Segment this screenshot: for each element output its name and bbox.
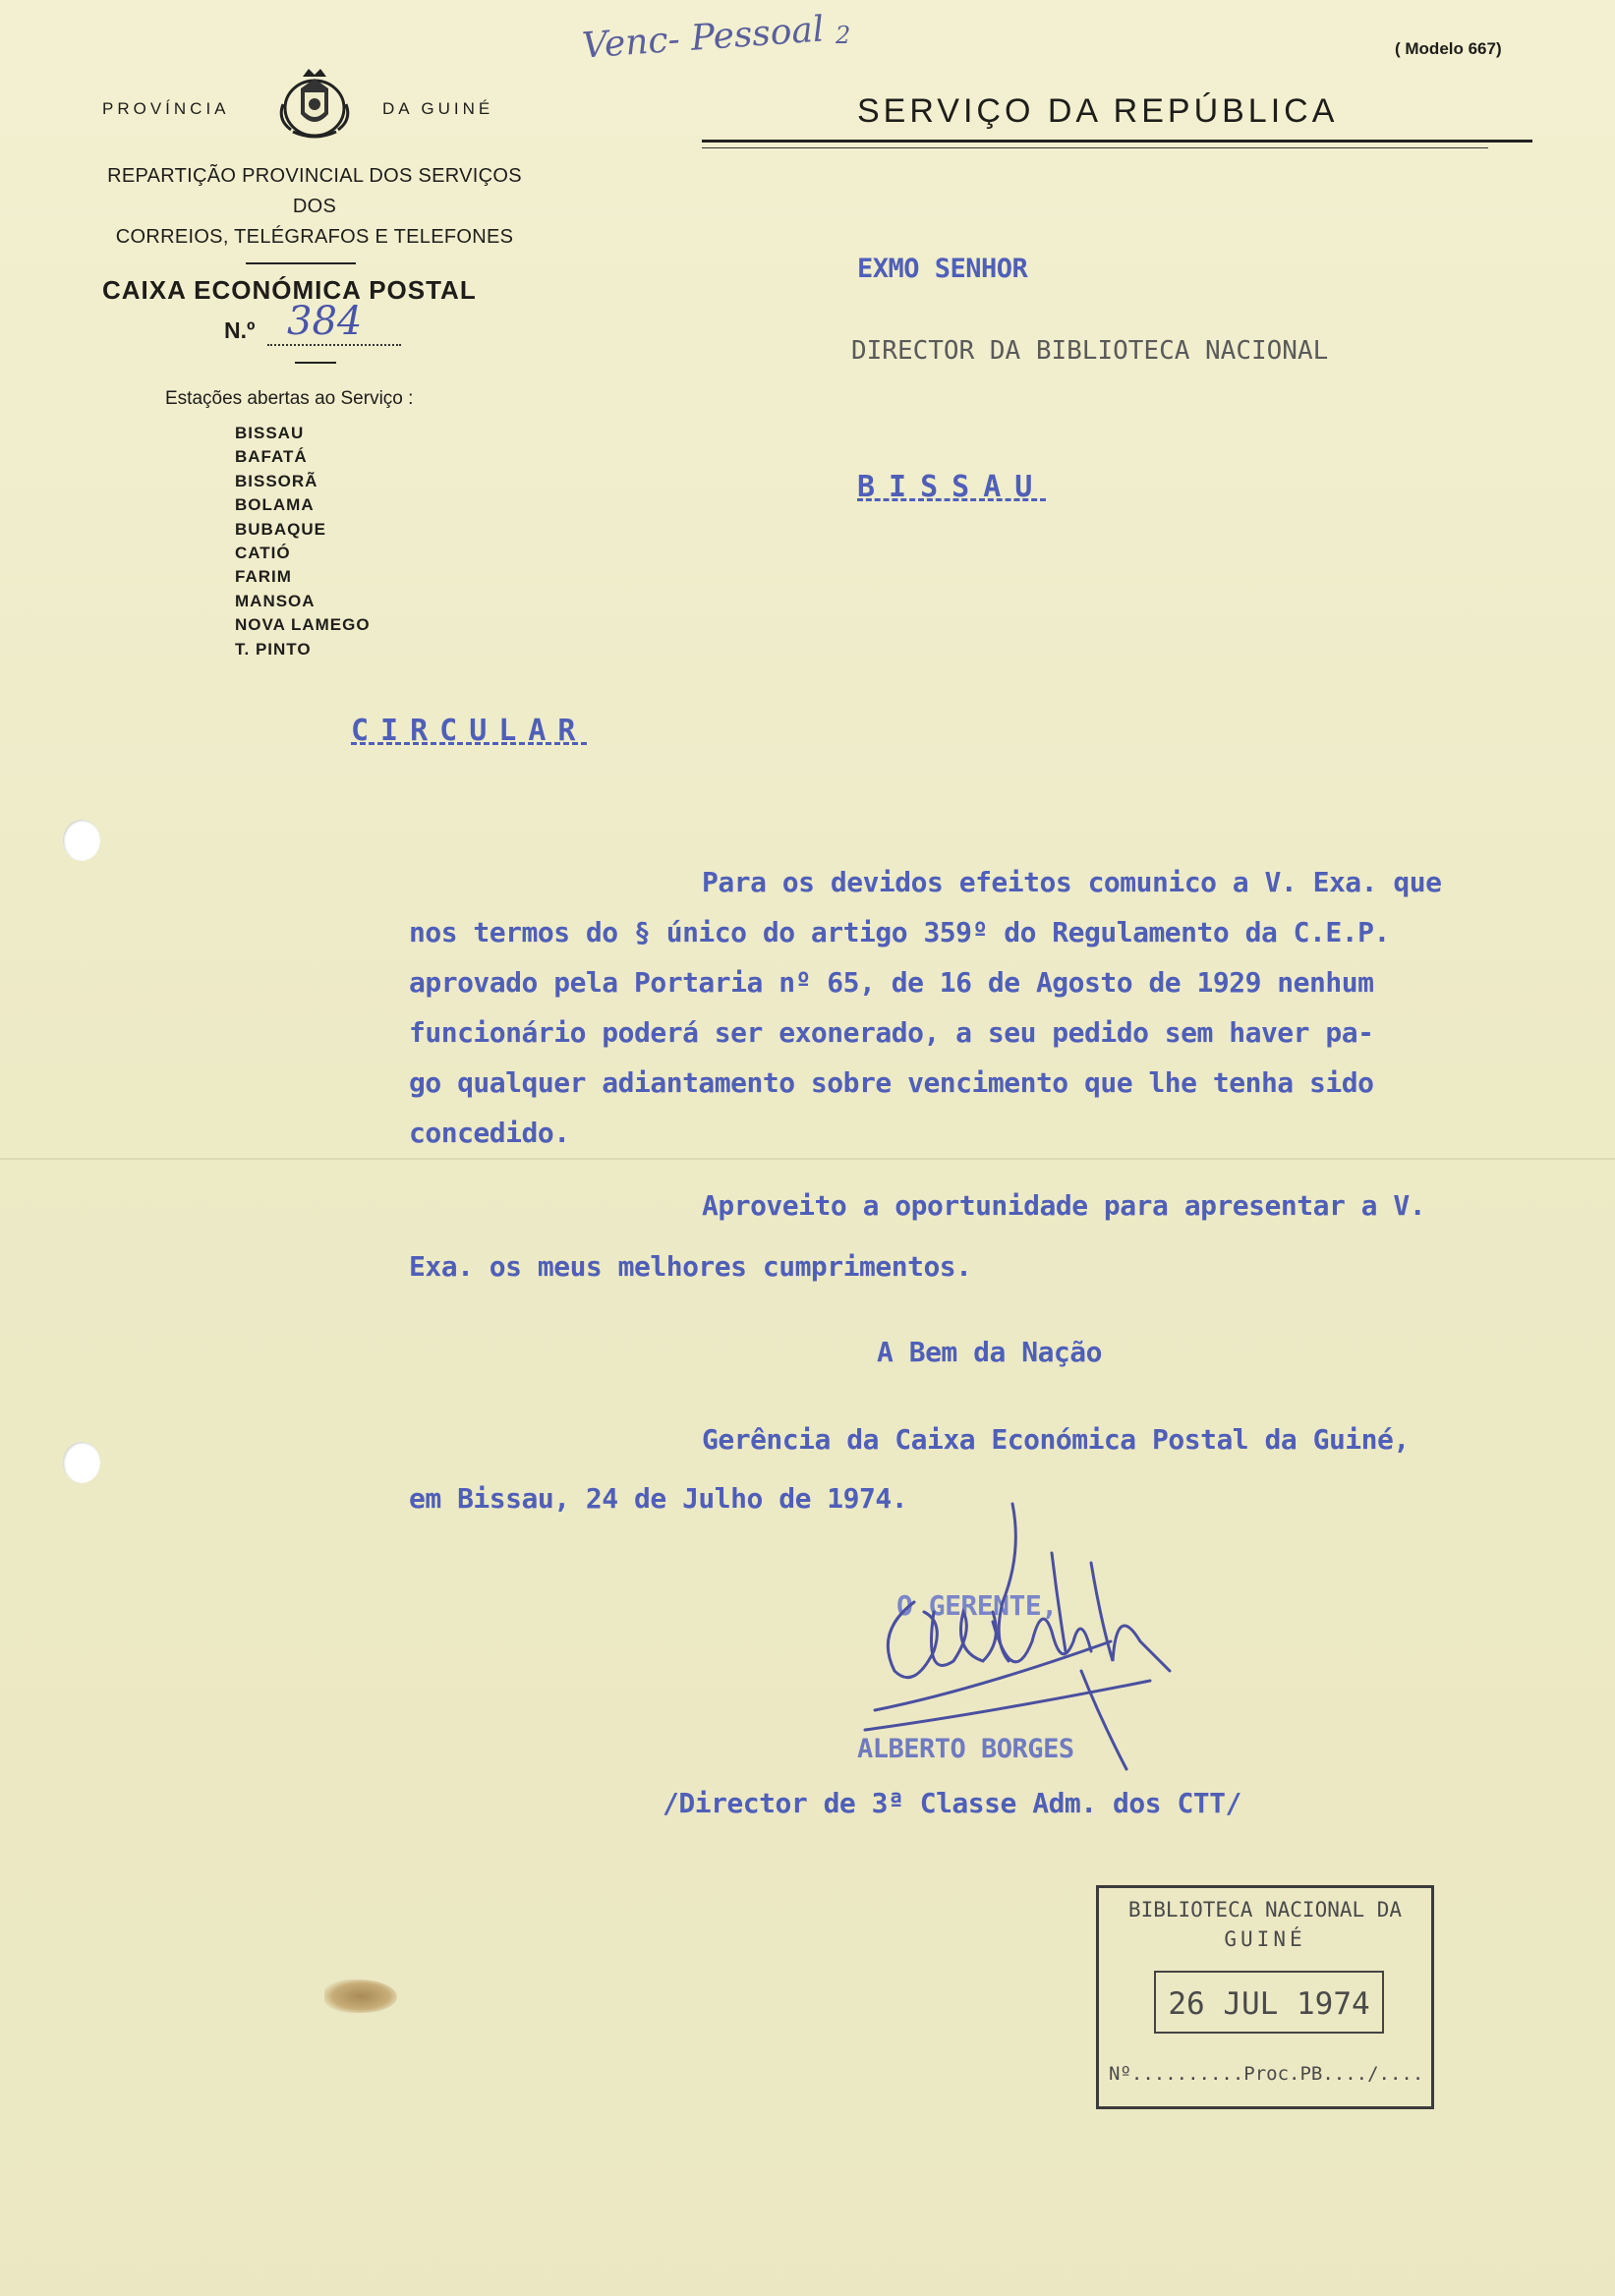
date-line: em Bissau, 24 de Julho de 1974. [409, 1482, 908, 1515]
station-item: FARIM [235, 567, 292, 587]
reparticao-line: DOS [292, 196, 337, 217]
fold-crease [0, 1158, 1615, 1160]
body-line: aprovado pela Portaria nº 65, de 16 de Agosto de 1929 nenhum [409, 966, 1374, 999]
provincia-label: PROVÍNCIA [102, 99, 230, 118]
numero-underline [267, 344, 401, 346]
library-receipt-stamp [1096, 1885, 1434, 2109]
stamp-line-2: GUINÉ [1224, 1927, 1306, 1951]
body-line: Para os devidos efeitos comunico a V. Exa. que [702, 866, 1442, 898]
stamp-footer: Nº..........Proc.PB..../.... [1109, 2063, 1424, 2085]
station-item: BUBAQUE [235, 519, 326, 539]
signer-position: /Director de 3ª Classe Adm. dos CTT/ [663, 1787, 1241, 1819]
header-rule-thin [702, 147, 1488, 148]
closing-line: Exa. os meus melhores cumprimentos. [409, 1250, 972, 1283]
addressee-salutation: EXMO SENHOR [857, 254, 1028, 284]
stations-list [235, 422, 371, 661]
station-item: BISSORÃ [235, 471, 318, 490]
station-item: BISSAU [235, 424, 305, 442]
caixa-economica-title: CAIXA ECONÓMICA POSTAL [102, 275, 477, 305]
signer-role: O GERENTE, [896, 1589, 1058, 1622]
body-paragraph [409, 857, 1441, 1158]
servico-da-republica-title: SERVIÇO DA REPÚBLICA [857, 92, 1339, 130]
place-line: Gerência da Caixa Económica Postal da Guiné, [702, 1423, 1410, 1456]
reparticao-line: CORREIOS, TELÉGRAFOS E TELEFONES [115, 226, 514, 248]
station-item: BAFATÁ [235, 447, 308, 467]
punch-hole-upper [63, 820, 100, 861]
handwritten-note: Venc- Pessoal [580, 9, 826, 67]
station-item: BOLAMA [235, 495, 315, 515]
stations-heading: Estações abertas ao Serviço : [165, 388, 414, 409]
signer-name: ALBERTO BORGES [857, 1734, 1074, 1764]
circular-heading: CIRCULAR [351, 714, 588, 748]
body-line: go qualquer adiantamento sobre vencimento que lhe tenha sido [409, 1066, 1374, 1099]
numero-value: 384 [287, 299, 363, 344]
header-rule-thick [702, 140, 1532, 143]
addressee-city: BISSAU [857, 470, 1047, 504]
closing-paragraph [409, 1176, 1425, 1297]
motto: A Bem da Nação [877, 1336, 1103, 1368]
da-guine-label: DA GUINÉ [382, 99, 494, 118]
letterhead-divider [246, 262, 356, 264]
stamp-date: 26 JUL 1974 [1168, 1986, 1370, 2022]
handwritten-number: 2 [836, 22, 851, 49]
stamp-date-box [1154, 1971, 1384, 2034]
station-item: MANSOA [235, 591, 316, 610]
stamp-line-1: BIBLIOTECA NACIONAL DA [1127, 1898, 1403, 1922]
numero-divider [295, 362, 336, 364]
station-item: NOVA LAMEGO [235, 615, 371, 635]
punch-hole-lower [63, 1442, 100, 1483]
body-line: nos termos do § único do artigo 359º do Regulamento da C.E.P. [409, 916, 1390, 948]
closing-line: Aproveito a oportunidade para apresentar a V. [702, 1189, 1426, 1222]
station-item: CATIÓ [235, 544, 291, 563]
coat-of-arms-emblem [271, 65, 358, 144]
modelo-label: ( Modelo 667) [1395, 39, 1502, 58]
reparticao-line: REPARTIÇÃO PROVINCIAL DOS SERVIÇOS [107, 165, 522, 187]
reparticao-block [59, 161, 570, 253]
paper-stain [324, 1980, 397, 2013]
addressee-title: DIRECTOR DA BIBLIOTECA NACIONAL [851, 336, 1329, 366]
station-item: T. PINTO [235, 639, 312, 659]
numero-label: N.º [224, 317, 256, 343]
body-line: concedido. [409, 1117, 570, 1149]
body-line: funcionário poderá ser exonerado, a seu pedido sem haver pa- [409, 1016, 1374, 1049]
